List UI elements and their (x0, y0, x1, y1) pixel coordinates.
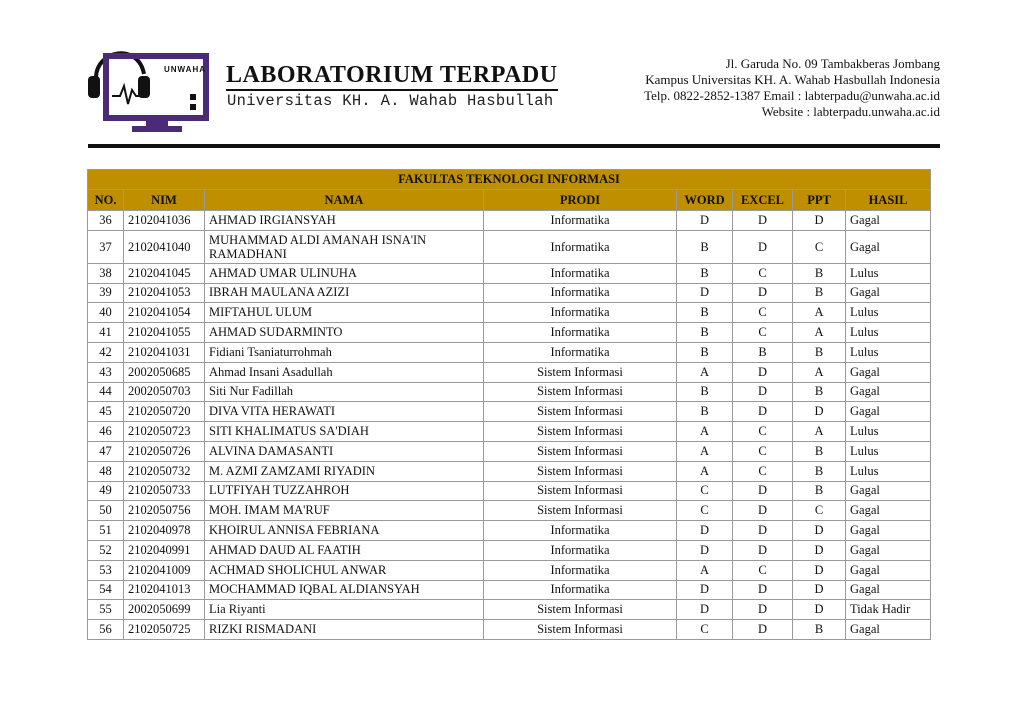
table-cell: ALVINA DAMASANTI (205, 441, 484, 461)
table-cell: C (677, 501, 733, 521)
table-cell: B (677, 263, 733, 283)
table-cell: Sistem Informasi (484, 620, 677, 640)
table-row (88, 501, 931, 521)
table-cell: Lulus (846, 461, 931, 481)
table-cell: Gagal (846, 481, 931, 501)
table-cell: D (793, 560, 846, 580)
table-cell: B (677, 230, 733, 263)
table-cell: Sistem Informasi (484, 461, 677, 481)
table-cell: Lulus (846, 342, 931, 362)
column-header: HASIL (846, 190, 931, 211)
table-cell: 38 (88, 263, 124, 283)
table-cell: Gagal (846, 283, 931, 303)
table-cell: 2002050703 (124, 382, 205, 402)
results-table (87, 169, 931, 640)
table-cell: D (733, 283, 793, 303)
table-row (88, 580, 931, 600)
table-cell: Gagal (846, 211, 931, 231)
table-cell: Lulus (846, 422, 931, 442)
table-cell: MOCHAMMAD IQBAL ALDIANSYAH (205, 580, 484, 600)
address-line: Kampus Universitas KH. A. Wahab Hasbullah Indonesia (645, 72, 940, 87)
table-cell: D (733, 600, 793, 620)
table-cell: B (793, 263, 846, 283)
table-cell: A (677, 461, 733, 481)
table-cell: AHMAD UMAR ULINUHA (205, 263, 484, 283)
table-cell: Informatika (484, 540, 677, 560)
table-cell: Informatika (484, 323, 677, 343)
table-cell: ACHMAD SHOLICHUL ANWAR (205, 560, 484, 580)
table-cell: C (793, 501, 846, 521)
column-header: NIM (124, 190, 205, 211)
table-cell: B (793, 481, 846, 501)
table-cell: A (793, 303, 846, 323)
table-cell: C (733, 303, 793, 323)
table-cell: Informatika (484, 230, 677, 263)
table-row (88, 521, 931, 541)
table-cell: 2102050725 (124, 620, 205, 640)
table-cell: B (677, 342, 733, 362)
table-cell: SITI KHALIMATUS SA'DIAH (205, 422, 484, 442)
table-cell: D (733, 362, 793, 382)
table-cell: A (793, 422, 846, 442)
table-cell: B (677, 402, 733, 422)
table-cell: B (677, 303, 733, 323)
table-cell: D (677, 580, 733, 600)
table-cell: A (793, 323, 846, 343)
table-cell: Informatika (484, 342, 677, 362)
table-cell: A (677, 441, 733, 461)
table-cell: 51 (88, 521, 124, 541)
table-cell: 2102041053 (124, 283, 205, 303)
table-cell: Sistem Informasi (484, 441, 677, 461)
table-cell: MOH. IMAM MA'RUF (205, 501, 484, 521)
table-cell: B (677, 382, 733, 402)
lab-title: LABORATORIUM TERPADU (226, 62, 558, 91)
table-cell: B (677, 323, 733, 343)
table-cell: B (793, 620, 846, 640)
table-cell: Siti Nur Fadillah (205, 382, 484, 402)
table-row (88, 263, 931, 283)
table-cell: 49 (88, 481, 124, 501)
table-cell: 36 (88, 211, 124, 231)
table-cell: Sistem Informasi (484, 422, 677, 442)
column-header: PPT (793, 190, 846, 211)
table-cell: Lulus (846, 303, 931, 323)
table-cell: A (677, 422, 733, 442)
table-row (88, 481, 931, 501)
table-cell: Informatika (484, 580, 677, 600)
column-header: WORD (677, 190, 733, 211)
table-row (88, 461, 931, 481)
table-cell: Lulus (846, 323, 931, 343)
table-cell: 48 (88, 461, 124, 481)
table-cell: D (733, 211, 793, 231)
table-cell: 40 (88, 303, 124, 323)
table-cell: A (793, 362, 846, 382)
table-cell: A (677, 560, 733, 580)
table-cell: Gagal (846, 580, 931, 600)
table-row (88, 362, 931, 382)
table-cell: D (677, 521, 733, 541)
table-cell: 37 (88, 230, 124, 263)
column-header: PRODI (484, 190, 677, 211)
table-row (88, 422, 931, 442)
header-rule (88, 144, 940, 148)
table-row (88, 323, 931, 343)
unwaha-logo (86, 38, 210, 134)
table-cell: Informatika (484, 560, 677, 580)
table-cell: 2102041036 (124, 211, 205, 231)
table-cell: Sistem Informasi (484, 382, 677, 402)
table-cell: C (733, 461, 793, 481)
table-row (88, 620, 931, 640)
table-cell: D (793, 521, 846, 541)
table-cell: 46 (88, 422, 124, 442)
table-cell: D (733, 382, 793, 402)
table-cell: 56 (88, 620, 124, 640)
table-cell: Gagal (846, 560, 931, 580)
table-cell: Gagal (846, 521, 931, 541)
table-cell: 2102050732 (124, 461, 205, 481)
address-block (644, 56, 940, 120)
table-cell: 47 (88, 441, 124, 461)
table-cell: Lulus (846, 441, 931, 461)
table-cell: Informatika (484, 303, 677, 323)
table-cell: Gagal (846, 382, 931, 402)
table-cell: IBRAH MAULANA AZIZI (205, 283, 484, 303)
table-cell: D (677, 283, 733, 303)
table-cell: 2102041009 (124, 560, 205, 580)
table-cell: C (733, 323, 793, 343)
table-cell: MUHAMMAD ALDI AMANAH ISNA'IN RAMADHANI (205, 230, 484, 263)
table-cell: Sistem Informasi (484, 362, 677, 382)
table-cell: KHOIRUL ANNISA FEBRIANA (205, 521, 484, 541)
table-cell: 2102050723 (124, 422, 205, 442)
table-cell: 2102041055 (124, 323, 205, 343)
table-cell: 44 (88, 382, 124, 402)
column-header: NO. (88, 190, 124, 211)
table-row (88, 303, 931, 323)
table-row (88, 211, 931, 231)
table-cell: B (793, 441, 846, 461)
table-cell: B (793, 461, 846, 481)
table-cell: 52 (88, 540, 124, 560)
table-cell: D (733, 540, 793, 560)
table-row (88, 402, 931, 422)
table-cell: Sistem Informasi (484, 600, 677, 620)
table-cell: 2102050733 (124, 481, 205, 501)
table-cell: 2002050699 (124, 600, 205, 620)
address-line: Telp. 0822-2852-1387 Email : labterpadu@unwaha.ac.id (644, 88, 940, 103)
table-cell: 50 (88, 501, 124, 521)
table-cell: 2102041054 (124, 303, 205, 323)
table-cell: D (733, 521, 793, 541)
table-cell: Lia Riyanti (205, 600, 484, 620)
table-row (88, 441, 931, 461)
table-cell: C (733, 263, 793, 283)
address-line: Website : labterpadu.unwaha.ac.id (761, 104, 940, 119)
table-cell: C (793, 230, 846, 263)
table-cell: 43 (88, 362, 124, 382)
table-cell: 2102041013 (124, 580, 205, 600)
table-cell: D (793, 580, 846, 600)
table-cell: RIZKI RISMADANI (205, 620, 484, 640)
table-row (88, 342, 931, 362)
table-cell: Sistem Informasi (484, 402, 677, 422)
lab-subtitle: Universitas KH. A. Wahab Hasbullah (227, 92, 554, 110)
table-cell: 2102050726 (124, 441, 205, 461)
table-cell: Tidak Hadir (846, 600, 931, 620)
table-cell: 39 (88, 283, 124, 303)
table-cell: AHMAD DAUD AL FAATIH (205, 540, 484, 560)
table-row (88, 230, 931, 263)
table-cell: AHMAD IRGIANSYAH (205, 211, 484, 231)
table-cell: 42 (88, 342, 124, 362)
table-row (88, 283, 931, 303)
table-row (88, 560, 931, 580)
table-cell: Gagal (846, 362, 931, 382)
table-cell: C (733, 441, 793, 461)
table-cell: 2102040991 (124, 540, 205, 560)
table-cell: B (793, 382, 846, 402)
table-cell: 2102050720 (124, 402, 205, 422)
table-cell: D (733, 580, 793, 600)
table-cell: 2102041045 (124, 263, 205, 283)
table-cell: Informatika (484, 521, 677, 541)
table-cell: MIFTAHUL ULUM (205, 303, 484, 323)
table-cell: Sistem Informasi (484, 481, 677, 501)
table-cell: LUTFIYAH TUZZAHROH (205, 481, 484, 501)
table-cell: D (733, 501, 793, 521)
table-cell: M. AZMI ZAMZAMI RIYADIN (205, 461, 484, 481)
table-cell: 2002050685 (124, 362, 205, 382)
table-row (88, 540, 931, 560)
table-cell: 2102050756 (124, 501, 205, 521)
column-header: NAMA (205, 190, 484, 211)
table-cell: AHMAD SUDARMINTO (205, 323, 484, 343)
table-cell: D (793, 540, 846, 560)
table-cell: D (733, 481, 793, 501)
table-cell: 54 (88, 580, 124, 600)
faculty-heading: FAKULTAS TEKNOLOGI INFORMASI (88, 170, 931, 190)
table-cell: D (733, 402, 793, 422)
table-cell: 2102041040 (124, 230, 205, 263)
table-cell: D (793, 600, 846, 620)
table-cell: C (733, 560, 793, 580)
table-cell: C (677, 481, 733, 501)
address-line: Jl. Garuda No. 09 Tambakberas Jombang (725, 56, 940, 71)
table-cell: D (677, 600, 733, 620)
table-cell: Fidiani Tsaniaturrohmah (205, 342, 484, 362)
table-row (88, 600, 931, 620)
logo-text: UNWAHA (164, 65, 206, 74)
table-cell: A (677, 362, 733, 382)
table-cell: Gagal (846, 230, 931, 263)
table-cell: Informatika (484, 283, 677, 303)
table-row (88, 382, 931, 402)
table-cell: Gagal (846, 501, 931, 521)
table-cell: 53 (88, 560, 124, 580)
table-cell: Ahmad Insani Asadullah (205, 362, 484, 382)
table-cell: Gagal (846, 540, 931, 560)
table-cell: B (733, 342, 793, 362)
table-cell: Lulus (846, 263, 931, 283)
table-cell: D (733, 620, 793, 640)
table-cell: 2102041031 (124, 342, 205, 362)
table-cell: B (793, 342, 846, 362)
table-cell: 55 (88, 600, 124, 620)
table-cell: B (793, 283, 846, 303)
column-header-row (88, 190, 931, 211)
table-cell: Gagal (846, 620, 931, 640)
table-cell: 41 (88, 323, 124, 343)
table-cell: 45 (88, 402, 124, 422)
table-cell: C (733, 422, 793, 442)
table-cell: D (677, 211, 733, 231)
table-cell: Sistem Informasi (484, 501, 677, 521)
table-cell: DIVA VITA HERAWATI (205, 402, 484, 422)
table-cell: 2102040978 (124, 521, 205, 541)
table-cell: C (677, 620, 733, 640)
column-header: EXCEL (733, 190, 793, 211)
table-cell: D (793, 211, 846, 231)
table-cell: Informatika (484, 211, 677, 231)
table-cell: Gagal (846, 402, 931, 422)
table-cell: D (793, 402, 846, 422)
table-cell: D (733, 230, 793, 263)
table-cell: D (677, 540, 733, 560)
table-cell: Informatika (484, 263, 677, 283)
